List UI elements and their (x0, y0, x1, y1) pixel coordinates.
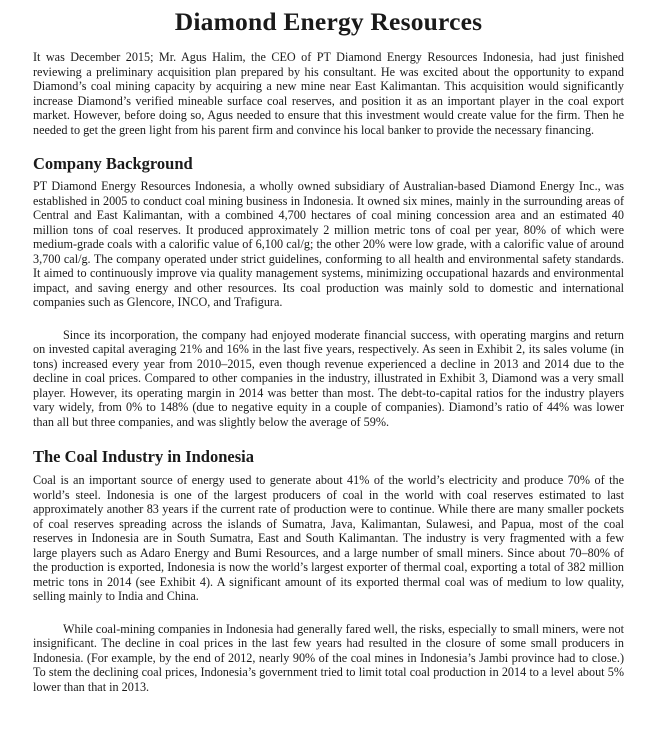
intro-paragraph: It was December 2015; Mr. Agus Halim, the CEO of PT Diamond Energy Resources Indonesia, had just finished reviewing a preliminary acquisition plan prepared by his consultant. He was excited about the opportunity to expand Diamond’s coal mining capacity by acquiring a new mine near East Kalimantan. This acquisition would significantly increase Diamond’s verified mineable surface coal reserves, and position it as an important player in the coal export market. However, before doing so, Agus needed to ensure that this investment would create value for the firm. Then he needed to get the green light from his parent firm and convince his local banker to provide the necessary financing. (33, 50, 624, 137)
coal-industry-paragraph-2: While coal-mining companies in Indonesia had generally fared well, the risks, especially to small miners, were not insignificant. The decline in coal prices in the last few years had resulted in the closure of some small producers in Indonesia. (For example, by the end of 2012, nearly 90% of the coal mines in Indonesia’s Jambi province had to close.) To stem the declining coal prices, Indonesia’s government tried to limit total coal production in 2014 to a level about 5% lower than that in 2013. (33, 621, 624, 694)
company-background-paragraph-1: PT Diamond Energy Resources Indonesia, a wholly owned subsidiary of Australian-based Diamond Energy Inc., was established in 2005 to conduct coal mining business in Indonesia. It owned six mines, mainly in the surrounding areas of Central and East Kalimantan, with a combined 4,700 hectares of coal mining concession area and an estimated 40 million tons of coal reserves. It produced approximately 2 million metric tons of coal per year, 80% of which were medium-grade coals with a calorific value of 6,100 cal/g; the other 20% were low grade, with a calorific value of around 3,700 cal/g. The company operated under strict guidelines, conforming to all health and environmental safety standards. It aimed to continuously improve via quality management systems, minimizing occupational hazards and environmental impact, and saving energy and other resources. Its coal production was mainly sold to domestic and international companies such as Glencore, INCO, and Trafigura. (33, 179, 624, 309)
coal-industry-paragraph-1: Coal is an important source of energy used to generate about 41% of the world’s electricity and produce 70% of the world’s steel. Indonesia is one of the largest producers of coal in the world with coal reserves estimated to last approximately another 83 years if the current rate of production were to continue. While there are many smaller pockets of coal reserves spreading across the islands of Sumatra, Java, Kalimantan, Sulawesi, and Papua, most of the coal reserves in Indonesia are in South Sumatra, East and South Kalimantan. The industry is very fragmented with a few large players such as Adaro Energy and Bumi Resources, and a large number of small miners. Since about 70–80% of the production is exported, Indonesia is now the world’s largest exporter of thermal coal, exporting a total of 382 million metric tons in 2014 (see Exhibit 4). A significant amount of its exported thermal coal was of medium to low quality, selling mainly to India and China. (33, 473, 624, 603)
document-title: Diamond Energy Resources (174, 7, 483, 36)
section-heading-coal-industry: The Coal Industry in Indonesia (33, 447, 254, 466)
company-background-paragraph-2: Since its incorporation, the company had enjoyed moderate financial success, with operating margins and return on invested capital averaging 21% and 16% in the last five years, respectively. As seen in Exhibit 2, its sales volume (in tons) increased every year from 2010–2015, even though revenue experienced a decline in 2013 and 2014 due to the decline in coal prices. Compared to other companies in the industry, illustrated in Exhibit 3, Diamond was a very small player. However, its operating margin in 2014 was better than most. The debt-to-capital ratios for the industry players vary widely, from 0% to 148% (due to negative equity in a couple of companies). Diamond’s ratio of 44% was lower than all but three companies, and was slightly below the average of 59%. (33, 327, 624, 429)
section-heading-company-background: Company Background (33, 154, 193, 173)
document-page (33, 0, 624, 694)
